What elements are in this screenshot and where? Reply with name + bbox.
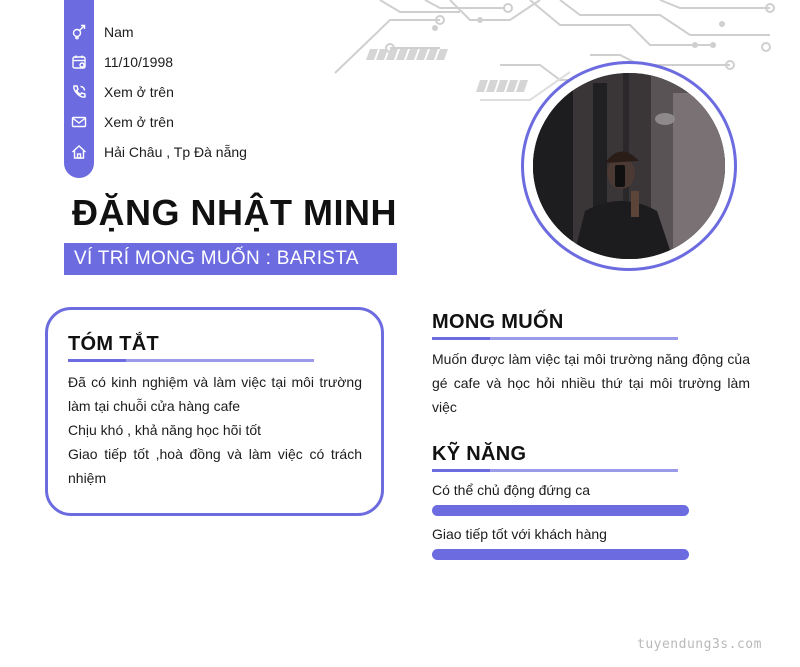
- contact-phone: [64, 77, 174, 107]
- gender-icon: [64, 17, 94, 47]
- gender-value: Nam: [104, 24, 134, 40]
- skill-bar-fill: [432, 505, 689, 516]
- summary-line-1: Đã có kinh nghiệm và làm việc tại môi trường làm tại chuỗi cửa hàng cafe: [68, 374, 362, 414]
- skill-bar-fill: [432, 549, 689, 560]
- desired-position: VÍ TRÍ MONG MUỐN : BARISTA: [64, 243, 397, 275]
- skills-title: KỸ NĂNG: [432, 443, 527, 465]
- goal-text: Muốn được làm việc tại môi trường năng động của gé cafe và học hỏi nhiều thứ tại môi trường làm việc: [432, 351, 750, 415]
- home-icon: [64, 137, 94, 167]
- candidate-name: ĐẶNG NHẬT MINH: [72, 192, 397, 233]
- skill-bar: [432, 549, 689, 560]
- contact-email: [64, 107, 174, 137]
- contact-gender: [64, 17, 134, 47]
- address-value: Hải Châu , Tp Đà nẵng: [104, 144, 247, 160]
- calendar-icon: [64, 47, 94, 77]
- contact-birthdate: [64, 47, 173, 77]
- skill-bar: [432, 505, 689, 516]
- mail-icon: [64, 107, 94, 137]
- phone-value: Xem ở trên: [104, 84, 174, 100]
- skills-divider: [432, 469, 678, 472]
- profile-photo: [533, 73, 725, 259]
- summary-line-3: Giao tiếp tốt ,hoà đồng và làm việc có trách nhiệm: [68, 446, 362, 486]
- birthdate-value: 11/10/1998: [104, 54, 174, 70]
- skill-label: Có thể chủ động đứng ca: [432, 482, 591, 498]
- skill-label: Giao tiếp tốt với khách hàng: [432, 526, 607, 542]
- watermark: tuyendung3s.com: [637, 637, 762, 652]
- phone-icon: [64, 77, 94, 107]
- contact-address: [64, 137, 247, 167]
- summary-title: TÓM TẮT: [68, 333, 159, 355]
- goal-title: MONG MUỐN: [432, 311, 564, 333]
- email-value: Xem ở trên: [104, 114, 174, 130]
- summary-line-2: Chịu khó , khả năng học hõi tốt: [68, 422, 262, 438]
- goal-divider: [432, 337, 678, 340]
- summary-divider: [68, 359, 314, 362]
